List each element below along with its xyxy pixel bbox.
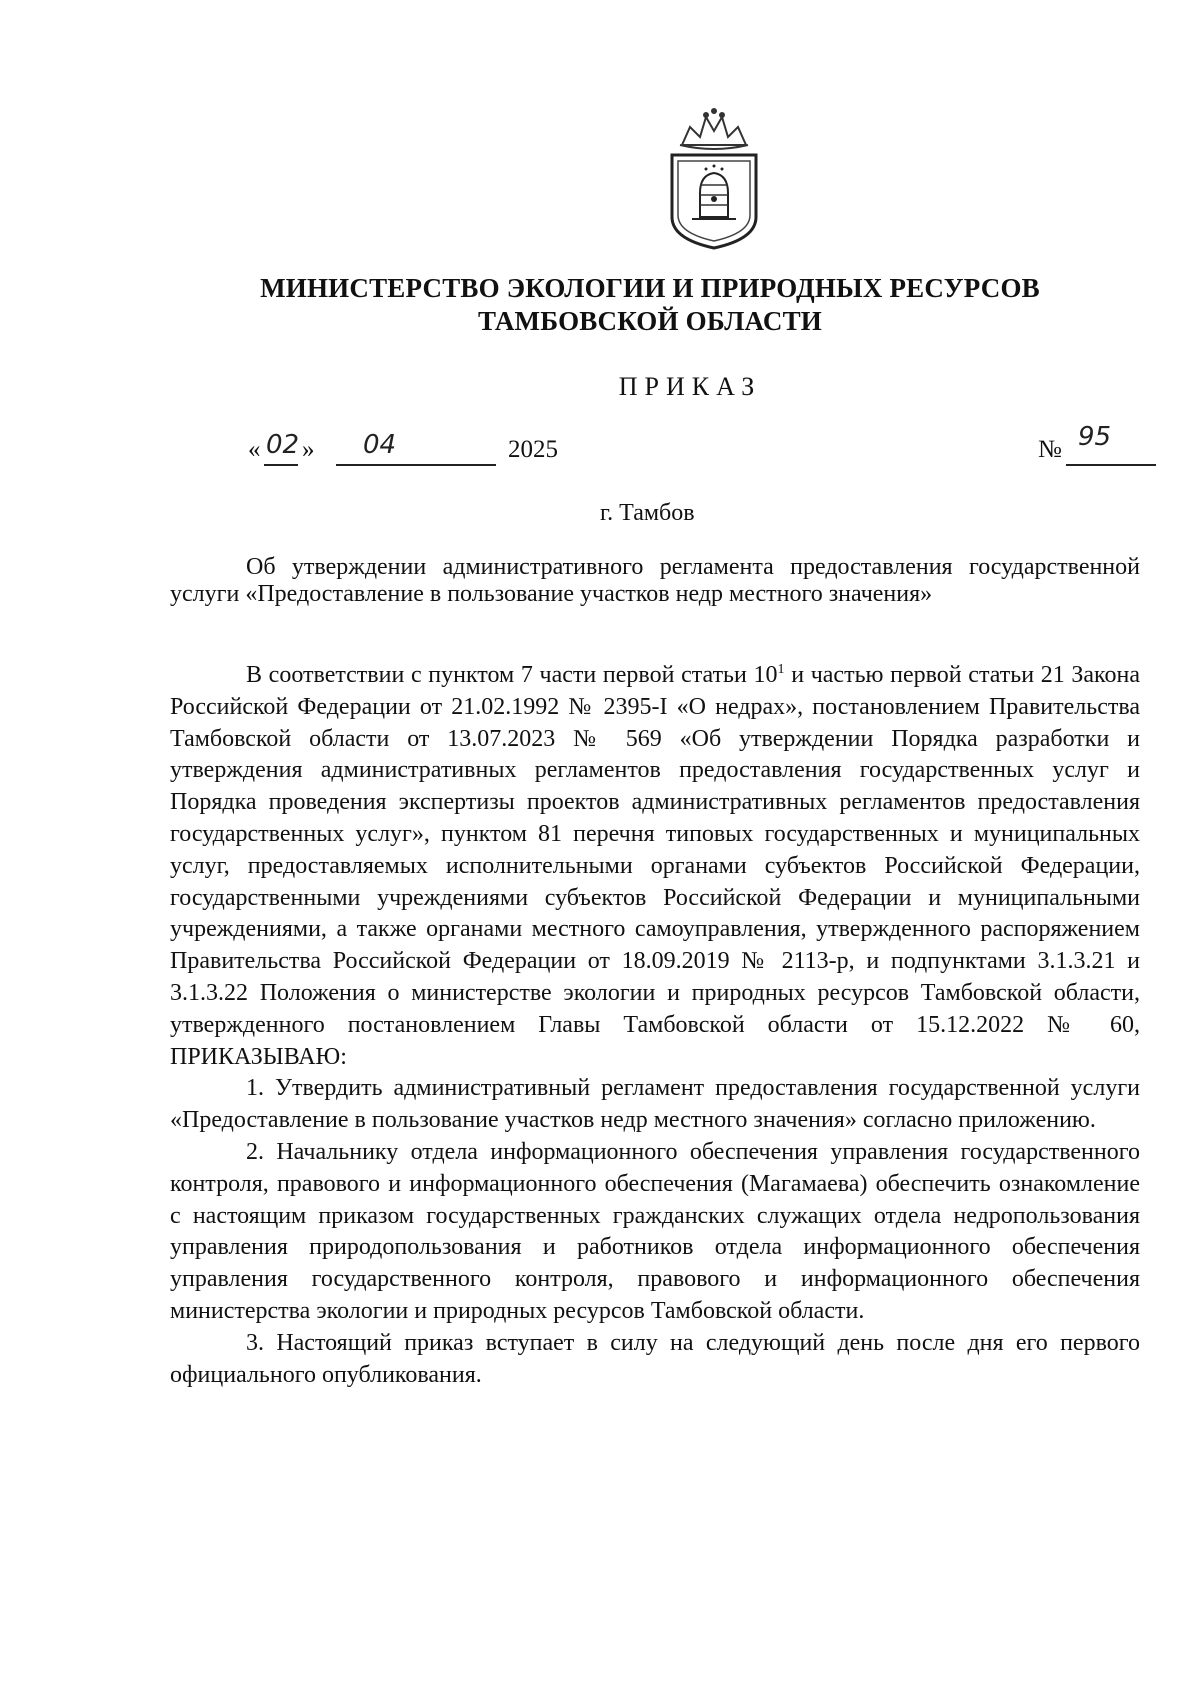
- ministry-name-line2: ТАМБОВСКОЙ ОБЛАСТИ: [477, 306, 823, 336]
- date-year: 2025: [508, 436, 558, 463]
- order-item-3: 3. Настоящий приказ вступает в силу на следующий день после дня его первого официального опубликования.: [170, 1329, 1140, 1388]
- ministry-name-line1: МИНИСТЕРСТВО ЭКОЛОГИИ И ПРИРОДНЫХ РЕСУРСОВ: [260, 273, 1040, 303]
- order-subject-text: Об утверждении административного регламента предоставления государственной услуги «Предоставление в пользование участков недр местного значения»: [170, 554, 1140, 607]
- number-underline: [1066, 464, 1156, 466]
- date-line: [248, 422, 1148, 472]
- city: г. Тамбов: [600, 500, 695, 526]
- order-subject: [170, 554, 1140, 608]
- order-number: 95: [1078, 422, 1112, 452]
- order-item-2: 2. Начальнику отдела информационного обеспечения управления государственного контроля, правового и информационного обеспечения (Магамаева) обеспечить ознакомление с настоящим приказом государственных гражданских служащих отдела недропользования управления природопользования и работников отдела информационного обеспечения управления государственного контроля, правового и информационного обеспечения министерства экологии и природных ресурсов Тамбовской области.: [170, 1138, 1140, 1324]
- preamble-text-part2: и частью первой статьи 21 Закона Российской Федерации от 21.02.1992 № 2395-I «О недрах», постановлением Правительства Тамбовской области от 13.07.2023 № 569 «Об утверждении Порядка разработки и утверждения административных регламентов предоставления государственных услуг и Порядка проведения экспертизы проектов административных регламентов предоставления государственных услуг», пунктом 81 перечня типовых государственных и муниципальных услуг, предоставляемых исполнительными органами субъектов Российской Федерации, государственными учреждениями субъектов Российской Федерации и муниципальными учреждениями, а также органами местного самоуправления, утвержденного распоряжением Правительства Российской Федерации от 18.09.2019 № 2113-р, и подпунктами 3.1.3.21 и 3.1.3.22 Положения о министерстве экологии и природных ресурсов Тамбовской области, утвержденного постановлением Главы Тамбовской области от 15.12.2022 № 60, ПРИКАЗЫВАЮ:: [170, 662, 1140, 1070]
- date-day: 02: [266, 430, 300, 460]
- month-underline: [336, 464, 496, 466]
- preamble-text-part1: В соответствии с пунктом 7 части первой статьи 10: [246, 662, 778, 688]
- document-type: ПРИКАЗ: [618, 372, 762, 401]
- day-underline: [264, 464, 298, 466]
- preamble-superscript: 1: [777, 662, 785, 677]
- tambov-coat-of-arms-emblem: [662, 105, 767, 251]
- ministry-name: [240, 272, 1060, 338]
- date-open-quote: «: [248, 436, 261, 463]
- date-month: 04: [363, 430, 397, 460]
- preamble-paragraph: [170, 660, 1140, 1073]
- date-close-quote: »: [302, 436, 315, 463]
- order-number-label: №: [1038, 436, 1062, 463]
- order-item-1: 1. Утвердить административный регламент предоставления государственной услуги «Предоставление в пользование участков недр местного значения» согласно приложению.: [170, 1075, 1140, 1134]
- order-body: [170, 660, 1140, 1391]
